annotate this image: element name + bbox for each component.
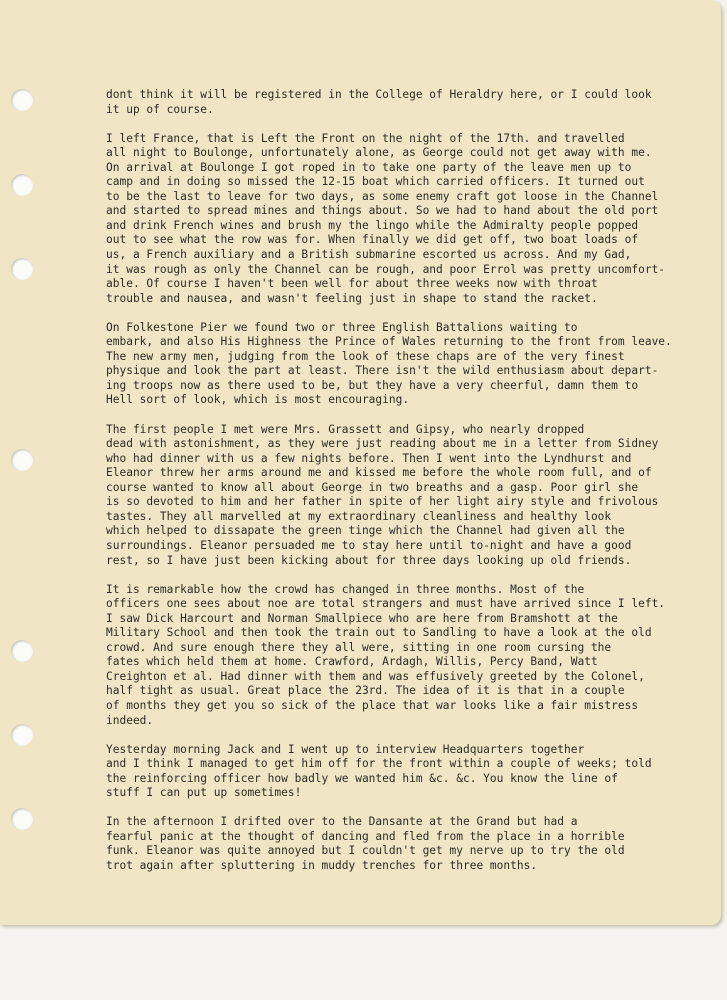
paragraph: dont think it will be registered in the College of Heraldry here, or I could look it up of course. xyxy=(106,88,652,116)
binder-hole xyxy=(11,808,33,830)
paragraph: I left France, that is Left the Front on the night of the 17th. and travelled all night to Boulonge, unfortunately alone, as George could not get away with me. On arrival at Boulonge I got roped in to take one party of the leave men up to camp and in doing so missed the 12-15 boat which carried officers. It turned out to be the last to leave for two days, as some enemy craft got loose in the Channel and started to spread mines and things about. So we had to hand about the old port and drink French wines and brush my the lingo while the Admiralty people popped out to see what the row was for. When finally we did get off, two boat loads of us, a French auxiliary and a British submarine escorted us across. And my Gad, it was rough as only the Channel can be rough, and poor Errol was pretty uncomfort- able. Of course I haven't been well for about three weeks now with throat trouble and nausea, and wasn't feeling just in shape to stand the racket. xyxy=(106,131,666,305)
binder-hole xyxy=(11,724,33,746)
paragraph: Yesterday morning Jack and I went up to interview Headquarters together and I think I managed to get him off for the front within a couple of weeks; told the reinforcing officer how badly we wanted him &c. &c. You know the line of stuff I can put up sometimes! xyxy=(106,742,652,800)
paragraph: On Folkestone Pier we found two or three English Battalions waiting to embark, and also His Highness the Prince of Wales returning to the front from leave. The new army men, judging from the look of these chaps are of the very finest physique and look the part at least. There isn't the wild enthusiasm about depart- ing troops now as there used to be, but they have a very cheerful, damn them to Hell sort of look, which is most encouraging. xyxy=(106,320,672,407)
letter-body xyxy=(106,88,704,874)
binder-hole xyxy=(11,174,33,196)
binder-hole xyxy=(11,449,33,471)
binder-hole xyxy=(11,640,33,662)
paragraph: It is remarkable how the crowd has changed in three months. Most of the officers one sees about noe are total strangers and must have arrived since I left. I saw Dick Harcourt and Norman Smallpiece who are here from Bramshott at the Military School and then took the train out to Sandling to have a look at the old crowd. And sure enough there they all were, sitting in one room cursing the fates which held them at home. Crawford, Ardagh, Willis, Percy Band, Watt Creighton et al. Had dinner with them and was effusively greeted by the Colonel, half tight as usual. Great place the 23rd. The idea of it is that in a couple of months they get you so sick of the place that war looks like a fair mistress indeed. xyxy=(106,582,666,727)
binder-hole xyxy=(11,89,33,111)
paragraph: In the afternoon I drifted over to the Dansante at the Grand but had a fearful panic at the thought of dancing and fled from the place in a horrible funk. Eleanor was quite annoyed but I couldn't get my nerve up to try the old trot again after spluttering in muddy trenches for three months. xyxy=(106,815,625,872)
paragraph: The first people I met were Mrs. Grassett and Gipsy, who nearly dropped dead with astonishment, as they were just reading about me in a letter from Sidney who had dinner with us a few nights before. Then I went into the Lyndhurst and Eleanor threw her arms around me and kissed me before the whole room full, and of course wanted to know all about George in two breaths and a gasp. Poor girl she is so devoted to him and her father in spite of her light airy style and frivolous tastes. They all marvelled at my extraordinary cleanliness and healthy look which helped to dissapate the green tinge which the Channel had given all the surroundings. Eleanor persuaded me to stay here until to-night and have a good rest, so I have just been kicking about for three days looking up old friends. xyxy=(106,422,659,567)
binder-hole xyxy=(11,258,33,280)
